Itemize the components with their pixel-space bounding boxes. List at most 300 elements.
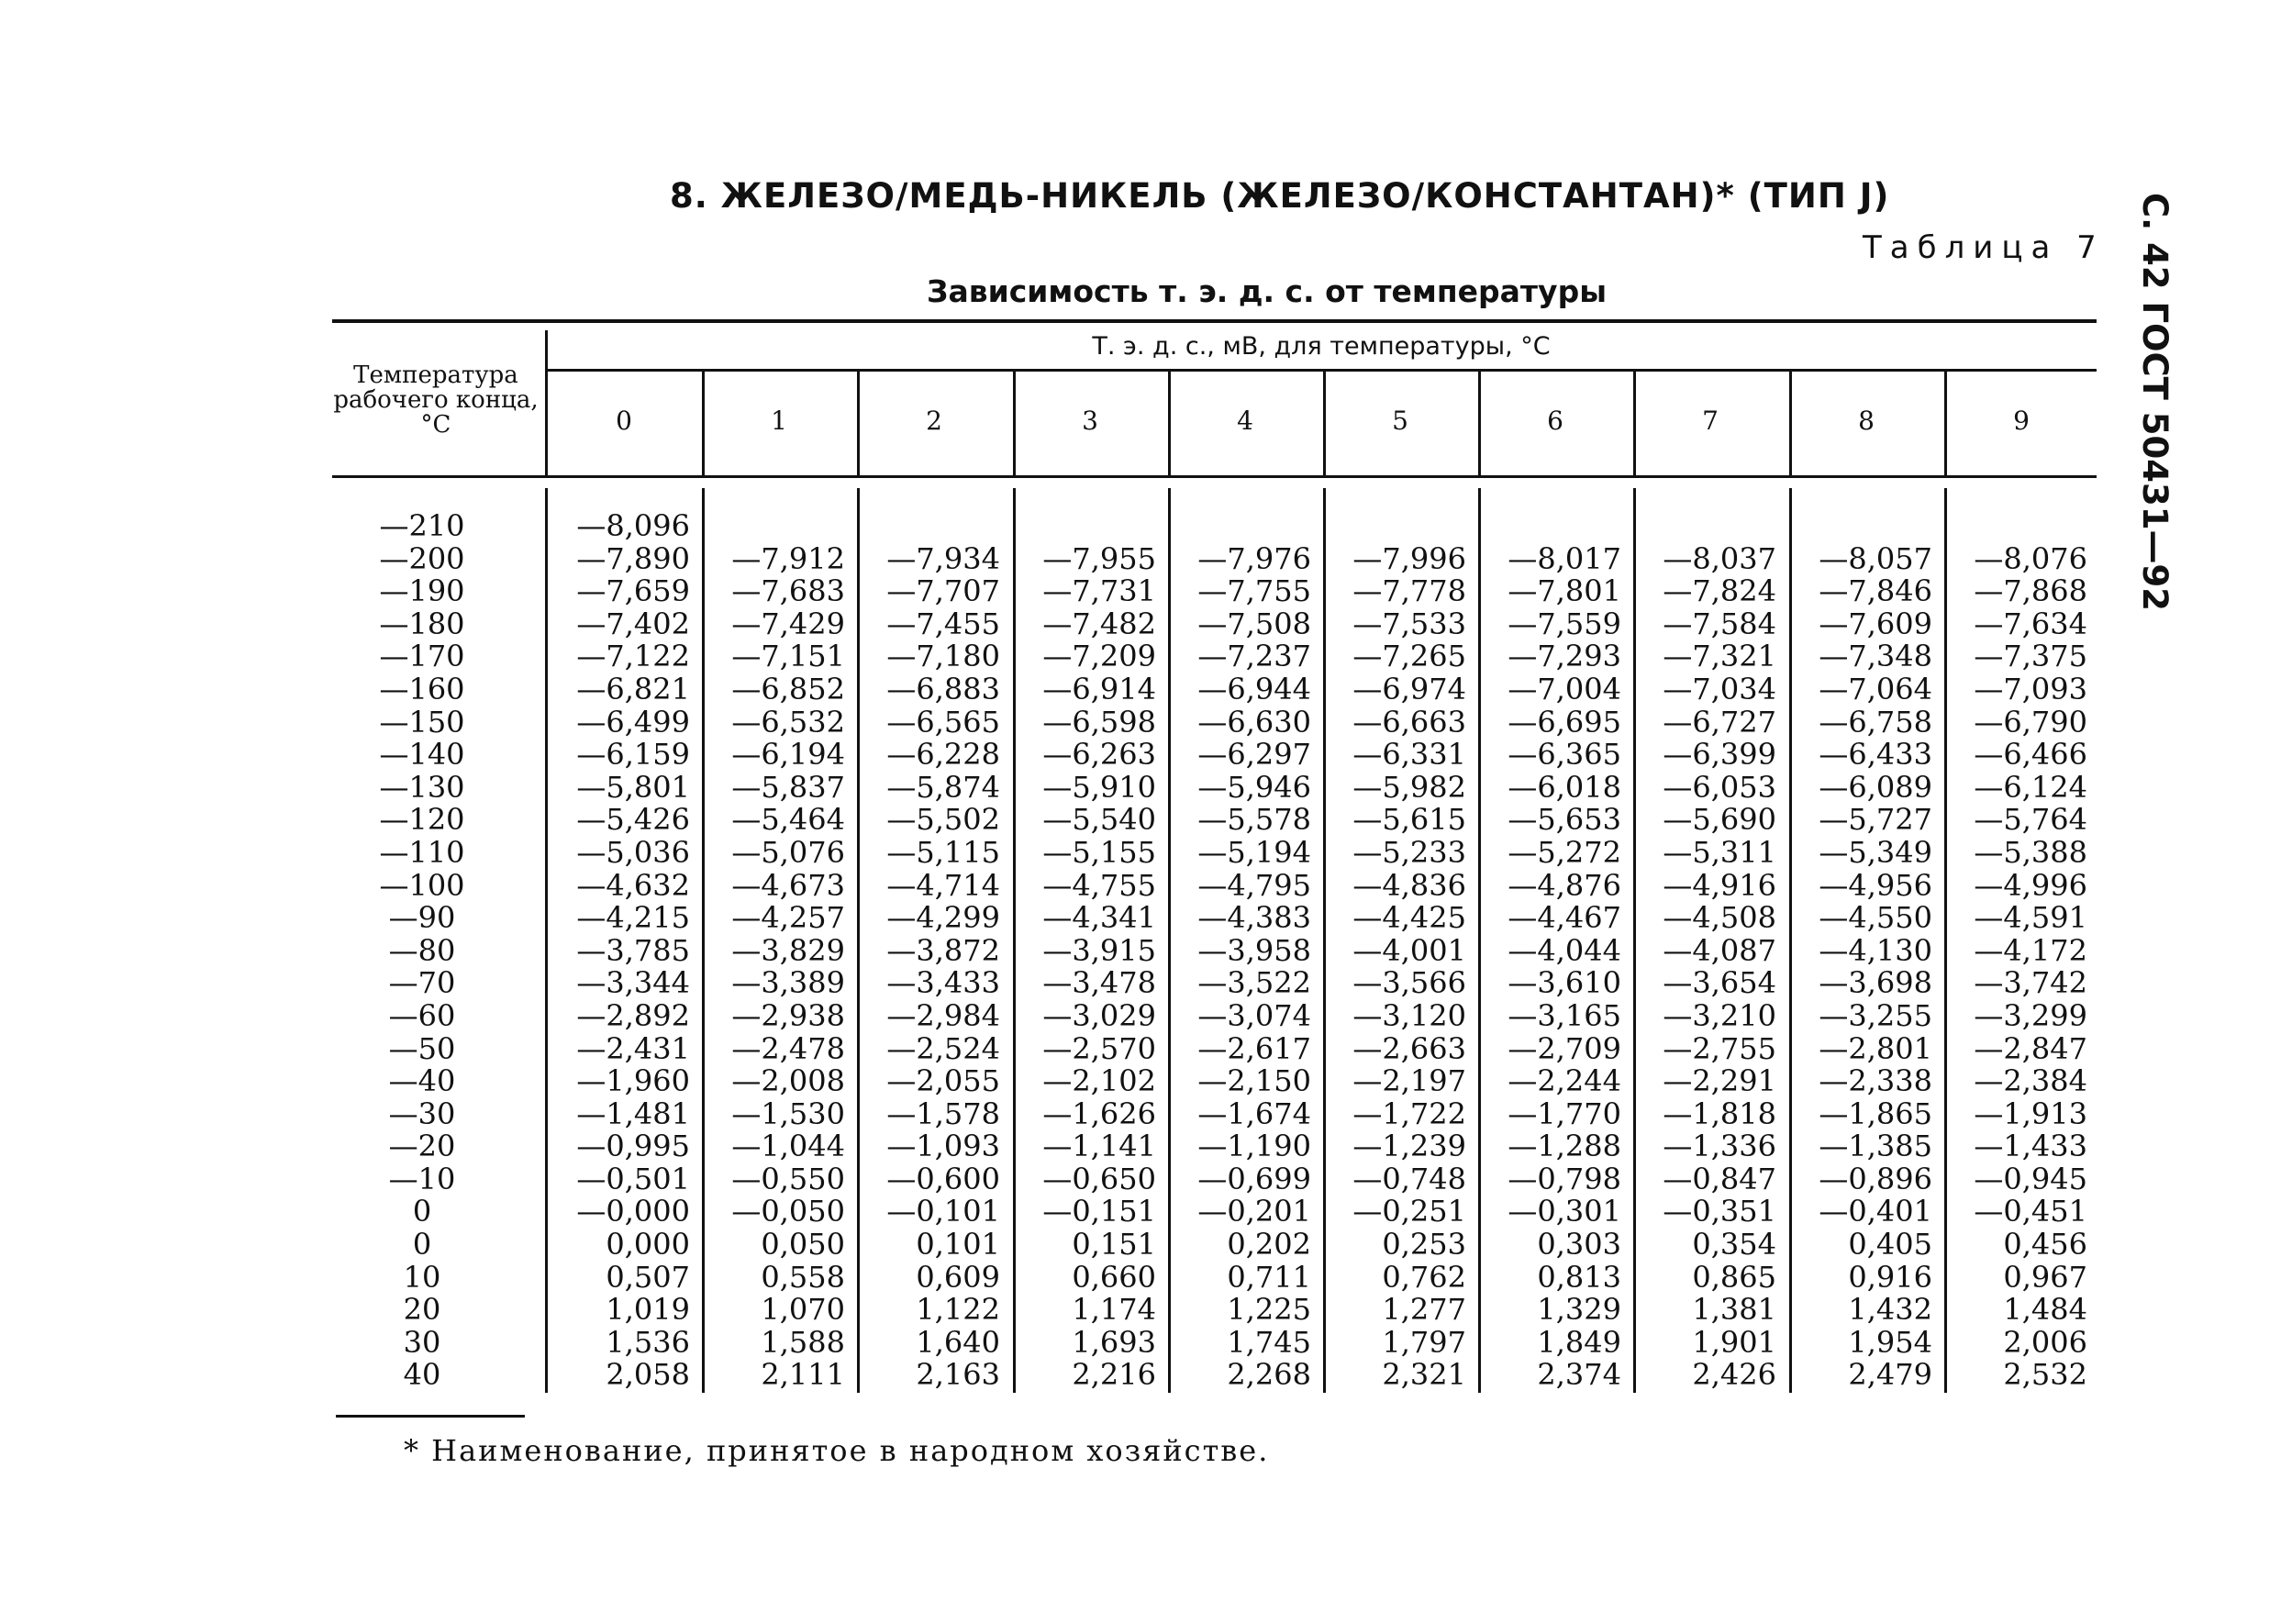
value-column <box>1329 510 1466 1392</box>
emf-value-cell: —8,096 <box>576 508 690 543</box>
emf-value-cell: —5,540 <box>1042 802 1156 838</box>
emf-value-cell: —7,321 <box>1663 639 1776 674</box>
emf-value-cell: —0,798 <box>1508 1161 1621 1196</box>
emf-value-cell: —2,847 <box>1974 1030 2087 1066</box>
temperature-cell: 20 <box>403 1292 441 1328</box>
emf-value-cell: 0,202 <box>1227 1227 1311 1262</box>
emf-value-cell: —7,824 <box>1663 573 1776 609</box>
emf-value-cell: —6,433 <box>1819 737 1932 773</box>
emf-value-cell: 2,216 <box>1072 1357 1156 1393</box>
temperature-cell: —20 <box>388 1129 456 1164</box>
emf-value-cell: —6,944 <box>1197 671 1311 706</box>
temperature-cell: —30 <box>388 1096 456 1131</box>
emf-value-cell: —3,610 <box>1508 965 1621 1001</box>
emf-value-cell: 2,111 <box>761 1357 845 1393</box>
temperature-cell: —210 <box>379 508 465 543</box>
temperature-cell: 30 <box>403 1324 441 1360</box>
emf-value-cell: —1,190 <box>1197 1129 1311 1164</box>
emf-value-cell: 2,321 <box>1382 1357 1466 1393</box>
emf-value-cell: 0,507 <box>606 1259 690 1295</box>
emf-value-cell: —5,946 <box>1197 769 1311 805</box>
emf-value-cell: —3,120 <box>1352 997 1466 1033</box>
emf-value-cell: —7,455 <box>886 606 1000 641</box>
emf-value-cell: —7,868 <box>1974 573 2087 609</box>
emf-value-cell: —7,482 <box>1042 606 1156 641</box>
emf-value-cell: 1,484 <box>2003 1292 2087 1328</box>
emf-value-cell: —7,209 <box>1042 639 1156 674</box>
emf-value-cell: —6,499 <box>576 704 690 740</box>
emf-value-cell: —1,336 <box>1663 1129 1776 1164</box>
emf-value-cell: 1,954 <box>1848 1324 1932 1360</box>
emf-value-cell: —1,865 <box>1819 1096 1932 1131</box>
emf-value-cell: —1,722 <box>1352 1096 1466 1131</box>
emf-value-cell: —1,044 <box>731 1129 845 1164</box>
emf-value-cell: —5,801 <box>576 769 690 805</box>
emf-value-cell: —6,194 <box>731 737 845 773</box>
emf-value-cell: —6,914 <box>1042 671 1156 706</box>
value-column <box>552 510 690 1392</box>
emf-value-cell: —6,018 <box>1508 769 1621 805</box>
emf-value-cell: —7,584 <box>1663 606 1776 641</box>
column-divider-body <box>1944 488 1947 1393</box>
emf-value-cell: —7,659 <box>576 573 690 609</box>
emf-value-cell: —3,299 <box>1974 997 2087 1033</box>
emf-value-cell: 0,558 <box>761 1259 845 1295</box>
emf-value-cell: —0,550 <box>731 1161 845 1196</box>
emf-value-cell: —3,165 <box>1508 997 1621 1033</box>
emf-value-cell: —6,663 <box>1352 704 1466 740</box>
emf-value-cell: —7,093 <box>1974 671 2087 706</box>
emf-value-cell: —0,251 <box>1352 1194 1466 1229</box>
emf-value-cell: —0,000 <box>576 1194 690 1229</box>
emf-value-cell <box>1018 510 1156 543</box>
emf-value-cell: —5,233 <box>1352 834 1466 870</box>
emf-value-cell: —2,055 <box>886 1063 1000 1099</box>
emf-value-cell: —4,673 <box>731 867 845 903</box>
emf-value-cell: —6,365 <box>1508 737 1621 773</box>
emf-value-cell: 1,588 <box>761 1324 845 1360</box>
temperature-cell: —70 <box>388 965 456 1001</box>
emf-value-cell: 1,745 <box>1227 1324 1311 1360</box>
emf-value-cell <box>1484 510 1621 543</box>
emf-value-cell: —2,709 <box>1508 1030 1621 1066</box>
emf-value-cell: —3,915 <box>1042 932 1156 968</box>
emf-value-cell: 1,070 <box>761 1292 845 1328</box>
emf-value-cell: 1,381 <box>1692 1292 1776 1328</box>
temperature-cell: —110 <box>379 834 465 870</box>
emf-value-cell: —4,425 <box>1352 900 1466 936</box>
emf-value-cell: —5,727 <box>1819 802 1932 838</box>
emf-value-cell: —3,029 <box>1042 997 1156 1033</box>
emf-value-cell: —7,731 <box>1042 573 1156 609</box>
emf-value-cell: —0,945 <box>1974 1161 2087 1196</box>
emf-value-cell: —6,695 <box>1508 704 1621 740</box>
column-divider-body <box>1478 488 1481 1393</box>
emf-value-cell: 0,813 <box>1537 1259 1621 1295</box>
emf-value-cell: —6,974 <box>1352 671 1466 706</box>
emf-value-cell: —6,089 <box>1819 769 1932 805</box>
emf-value-cell: —3,344 <box>576 965 690 1001</box>
emf-value-cell: —6,053 <box>1663 769 1776 805</box>
footnote-rule <box>336 1415 525 1418</box>
emf-value-cell: 0,405 <box>1848 1227 1932 1262</box>
emf-value-cell: 0,609 <box>916 1259 1000 1295</box>
emf-value-cell <box>1950 510 2087 543</box>
emf-value-cell: —4,714 <box>886 867 1000 903</box>
emf-value-cell: 0,456 <box>2003 1227 2087 1262</box>
emf-value-cell: —6,466 <box>1974 737 2087 773</box>
emf-value-cell: —8,037 <box>1663 540 1776 576</box>
value-column <box>1018 510 1156 1392</box>
emf-value-cell <box>1639 510 1776 543</box>
temperature-cell: —120 <box>379 802 465 838</box>
emf-value-cell: —1,913 <box>1974 1096 2087 1131</box>
emf-value-cell: —6,598 <box>1042 704 1156 740</box>
emf-value-cell: —7,846 <box>1819 573 1932 609</box>
value-column <box>862 510 1000 1392</box>
emf-value-cell: —5,272 <box>1508 834 1621 870</box>
emf-value-cell: —1,530 <box>731 1096 845 1131</box>
emf-value-cell <box>1174 510 1311 543</box>
emf-value-cell: —6,159 <box>576 737 690 773</box>
emf-value-cell: —8,017 <box>1508 540 1621 576</box>
emf-value-cell: 0,660 <box>1072 1259 1156 1295</box>
emf-value-cell: —1,433 <box>1974 1129 2087 1164</box>
emf-value-cell: —4,467 <box>1508 900 1621 936</box>
temperature-cell: 0 <box>412 1194 432 1229</box>
emf-value-cell: —7,683 <box>731 573 845 609</box>
emf-value-cell: —5,502 <box>886 802 1000 838</box>
emf-value-cell: 1,019 <box>606 1292 690 1328</box>
emf-value-cell: 1,277 <box>1382 1292 1466 1328</box>
table-number: Таблица 7 <box>1863 229 2105 266</box>
emf-value-cell: —0,301 <box>1508 1194 1621 1229</box>
emf-value-cell: —4,087 <box>1663 932 1776 968</box>
emf-value-cell: —3,255 <box>1819 997 1932 1033</box>
emf-value-cell: —6,532 <box>731 704 845 740</box>
value-column <box>707 510 845 1392</box>
emf-value-cell: —0,748 <box>1352 1161 1466 1196</box>
emf-value-cell: 0,050 <box>761 1227 845 1262</box>
temperature-cell: —60 <box>388 997 456 1033</box>
emf-value-cell: —3,829 <box>731 932 845 968</box>
emf-value-cell: —2,244 <box>1508 1063 1621 1099</box>
emf-value-cell: 2,058 <box>606 1357 690 1393</box>
emf-value-cell: —5,764 <box>1974 802 2087 838</box>
emf-value-cell: —5,578 <box>1197 802 1311 838</box>
emf-value-cell: 0,303 <box>1537 1227 1621 1262</box>
emf-value-cell: —6,790 <box>1974 704 2087 740</box>
emf-value-cell <box>1795 510 1932 543</box>
column-divider-body <box>1013 488 1016 1393</box>
emf-value-cell: —4,550 <box>1819 900 1932 936</box>
emf-value-cell: —2,384 <box>1974 1063 2087 1099</box>
emf-value-cell: 0,762 <box>1382 1259 1466 1295</box>
emf-value-cell: —5,910 <box>1042 769 1156 805</box>
emf-value-cell: —1,288 <box>1508 1129 1621 1164</box>
emf-value-cell: —6,883 <box>886 671 1000 706</box>
emf-value-cell: —1,093 <box>886 1129 1000 1164</box>
footnote: * Наименование, принятое в народном хозяйстве. <box>404 1433 1270 1468</box>
emf-value-cell: —7,707 <box>886 573 1000 609</box>
emf-value-cell: —7,348 <box>1819 639 1932 674</box>
emf-value-cell: 1,901 <box>1692 1324 1776 1360</box>
temperature-cell: —170 <box>379 639 465 674</box>
emf-value-cell: —0,451 <box>1974 1194 2087 1229</box>
temperature-cell: —200 <box>379 540 465 576</box>
emf-value-cell: 2,479 <box>1848 1357 1932 1393</box>
emf-value-cell: —6,758 <box>1819 704 1932 740</box>
emf-value-cell: —3,566 <box>1352 965 1466 1001</box>
emf-value-cell: —0,201 <box>1197 1194 1311 1229</box>
section-heading: 8. ЖЕЛЕЗО/МЕДЬ-НИКЕЛЬ (ЖЕЛЕЗО/КОНСТАНТАН)* (ТИП J) <box>670 176 1890 216</box>
emf-value-cell: —7,004 <box>1508 671 1621 706</box>
temperature-cell: —130 <box>379 769 465 805</box>
emf-value-cell: —7,293 <box>1508 639 1621 674</box>
temperature-cell: —80 <box>388 932 456 968</box>
emf-value-cell: —0,896 <box>1819 1161 1932 1196</box>
emf-value-cell: —6,297 <box>1197 737 1311 773</box>
emf-value-cell: 2,532 <box>2003 1357 2087 1393</box>
emf-value-cell: 1,174 <box>1072 1292 1156 1328</box>
temperature-column <box>330 510 514 1392</box>
column-divider-body <box>1323 488 1326 1393</box>
emf-value-cell: —1,960 <box>576 1063 690 1099</box>
emf-value-cell: —7,402 <box>576 606 690 641</box>
emf-value-cell: —3,433 <box>886 965 1000 1001</box>
emf-value-cell: —7,934 <box>886 540 1000 576</box>
emf-value-cell: —4,508 <box>1663 900 1776 936</box>
temperature-cell: —10 <box>388 1161 456 1196</box>
emf-value-cell: 1,122 <box>916 1292 1000 1328</box>
emf-value-cell: 2,006 <box>2003 1324 2087 1360</box>
emf-value-cell: —5,155 <box>1042 834 1156 870</box>
emf-value-cell: —7,801 <box>1508 573 1621 609</box>
digit-header: 2 <box>926 406 942 436</box>
emf-value-cell: —0,401 <box>1819 1194 1932 1229</box>
emf-value-cell: 0,151 <box>1072 1227 1156 1262</box>
emf-value-cell: 2,163 <box>916 1357 1000 1393</box>
emf-value-cell: —2,617 <box>1197 1030 1311 1066</box>
emf-value-cell: —6,124 <box>1974 769 2087 805</box>
emf-value-cell: —2,570 <box>1042 1030 1156 1066</box>
digit-header: 4 <box>1237 406 1253 436</box>
emf-value-cell: —5,388 <box>1974 834 2087 870</box>
emf-value-cell: —0,501 <box>576 1161 690 1196</box>
emf-value-cell: —3,654 <box>1663 965 1776 1001</box>
emf-value-cell: —0,847 <box>1663 1161 1776 1196</box>
emf-value-cell: —2,197 <box>1352 1063 1466 1099</box>
emf-value-cell: —4,996 <box>1974 867 2087 903</box>
temperature-cell: —50 <box>388 1030 456 1066</box>
digit-header: 1 <box>771 406 787 436</box>
column-divider-body <box>545 488 548 1393</box>
temperature-cell: —190 <box>379 573 465 609</box>
emf-value-cell: —4,836 <box>1352 867 1466 903</box>
emf-value-cell: —7,955 <box>1042 540 1156 576</box>
emf-value-cell: —4,632 <box>576 867 690 903</box>
emf-value-cell: —4,172 <box>1974 932 2087 968</box>
emf-value-cell: 0,711 <box>1227 1259 1311 1295</box>
emf-value-cell <box>1329 510 1466 543</box>
emf-value-cell: —7,265 <box>1352 639 1466 674</box>
emf-value-cell: —1,770 <box>1508 1096 1621 1131</box>
emf-value-cell: —0,351 <box>1663 1194 1776 1229</box>
emf-value-cell: 1,225 <box>1227 1292 1311 1328</box>
emf-value-cell: —7,755 <box>1197 573 1311 609</box>
emf-value-cell: —1,674 <box>1197 1096 1311 1131</box>
temperature-cell: —40 <box>388 1063 456 1099</box>
emf-value-cell: —2,801 <box>1819 1030 1932 1066</box>
emf-value-cell: —4,044 <box>1508 932 1621 968</box>
emf-value-cell: —4,956 <box>1819 867 1932 903</box>
temperature-cell: —160 <box>379 671 465 706</box>
emf-value-cell: —7,559 <box>1508 606 1621 641</box>
emf-value-cell: —7,375 <box>1974 639 2087 674</box>
emf-value-cell: —3,742 <box>1974 965 2087 1001</box>
emf-value-cell: —3,210 <box>1663 997 1776 1033</box>
emf-value-cell: 0,000 <box>606 1227 690 1262</box>
emf-value-cell: —0,600 <box>886 1161 1000 1196</box>
emf-value-cell: 0,967 <box>2003 1259 2087 1295</box>
emf-value-cell: —7,912 <box>731 540 845 576</box>
emf-value-cell: —4,916 <box>1663 867 1776 903</box>
emf-value-cell: 1,640 <box>916 1324 1000 1360</box>
emf-value-cell: —3,389 <box>731 965 845 1001</box>
emf-value-cell: 0,101 <box>916 1227 1000 1262</box>
emf-value-cell: —4,215 <box>576 900 690 936</box>
emf-value-cell: —2,755 <box>1663 1030 1776 1066</box>
emf-value-cell: —8,076 <box>1974 540 2087 576</box>
value-column <box>1795 510 1932 1392</box>
emf-value-cell: 0,865 <box>1692 1259 1776 1295</box>
emf-value-cell: 2,374 <box>1537 1357 1621 1393</box>
emf-value-cell: —1,239 <box>1352 1129 1466 1164</box>
emf-value-cell: 1,432 <box>1848 1292 1932 1328</box>
emf-value-cell: —7,429 <box>731 606 845 641</box>
emf-value-cell: —3,958 <box>1197 932 1311 968</box>
emf-value-cell: —2,150 <box>1197 1063 1311 1099</box>
column-header-title: Т. э. д. с., мВ, для температуры, °С <box>1092 332 1551 361</box>
emf-value-cell: 1,329 <box>1537 1292 1621 1328</box>
emf-value-cell: —4,001 <box>1352 932 1466 968</box>
emf-value-cell: —7,609 <box>1819 606 1932 641</box>
header-sub-rule <box>547 369 2097 372</box>
emf-value-cell: —4,383 <box>1197 900 1311 936</box>
emf-value-cell: —5,036 <box>576 834 690 870</box>
digit-header: 3 <box>1082 406 1098 436</box>
emf-value-cell: —1,141 <box>1042 1129 1156 1164</box>
digit-header: 9 <box>2013 406 2030 436</box>
emf-value-cell: —0,050 <box>731 1194 845 1229</box>
emf-value-cell: —1,626 <box>1042 1096 1156 1131</box>
emf-value-cell: —7,034 <box>1663 671 1776 706</box>
emf-value-cell: —3,698 <box>1819 965 1932 1001</box>
column-divider-body <box>1168 488 1171 1393</box>
temperature-cell: —90 <box>388 900 456 936</box>
emf-value-cell: —8,057 <box>1819 540 1932 576</box>
emf-value-cell: —4,130 <box>1819 932 1932 968</box>
emf-value-cell: —2,478 <box>731 1030 845 1066</box>
emf-value-cell: —2,338 <box>1819 1063 1932 1099</box>
column-divider-body <box>1789 488 1792 1393</box>
emf-value-cell: —7,996 <box>1352 540 1466 576</box>
table-top-rule <box>332 319 2097 323</box>
column-divider-body <box>1633 488 1636 1393</box>
emf-value-cell: —5,982 <box>1352 769 1466 805</box>
emf-value-cell: —7,533 <box>1352 606 1466 641</box>
emf-value-cell: 1,693 <box>1072 1324 1156 1360</box>
emf-value-cell: —7,634 <box>1974 606 2087 641</box>
emf-value-cell: —6,228 <box>886 737 1000 773</box>
emf-value-cell: —7,890 <box>576 540 690 576</box>
column-divider-body <box>702 488 705 1393</box>
emf-value-cell: —3,872 <box>886 932 1000 968</box>
emf-value-cell: —6,331 <box>1352 737 1466 773</box>
emf-value-cell: —0,101 <box>886 1194 1000 1229</box>
column-divider-header <box>545 330 548 475</box>
emf-value-cell: —7,122 <box>576 639 690 674</box>
digit-header: 5 <box>1392 406 1408 436</box>
emf-value-cell: —2,938 <box>731 997 845 1033</box>
emf-value-cell: —2,892 <box>576 997 690 1033</box>
temperature-cell: —150 <box>379 704 465 740</box>
header-bottom-rule <box>332 475 2097 478</box>
emf-value-cell: —2,663 <box>1352 1030 1466 1066</box>
emf-value-cell: —1,385 <box>1819 1129 1932 1164</box>
digit-header: 7 <box>1702 406 1719 436</box>
emf-value-cell: —5,615 <box>1352 802 1466 838</box>
emf-value-cell: —2,431 <box>576 1030 690 1066</box>
emf-value-cell: —4,299 <box>886 900 1000 936</box>
emf-value-cell: 2,268 <box>1227 1357 1311 1393</box>
emf-value-cell: —7,180 <box>886 639 1000 674</box>
value-column <box>1484 510 1621 1392</box>
emf-value-cell: —6,399 <box>1663 737 1776 773</box>
emf-value-cell: —3,522 <box>1197 965 1311 1001</box>
digit-header: 8 <box>1858 406 1875 436</box>
emf-value-cell: —3,785 <box>576 932 690 968</box>
emf-value-cell: —7,064 <box>1819 671 1932 706</box>
page-reference: С. 42 ГОСТ 50431—92 <box>2135 193 2175 611</box>
emf-value-cell: —5,115 <box>886 834 1000 870</box>
emf-value-cell: —2,291 <box>1663 1063 1776 1099</box>
emf-value-cell: —0,995 <box>576 1129 690 1164</box>
emf-value-cell: —5,426 <box>576 802 690 838</box>
emf-value-cell: —4,257 <box>731 900 845 936</box>
emf-value-cell: —5,653 <box>1508 802 1621 838</box>
emf-value-cell: —1,818 <box>1663 1096 1776 1131</box>
temperature-cell: 0 <box>412 1227 432 1262</box>
emf-value-cell: 0,916 <box>1848 1259 1932 1295</box>
value-column <box>1639 510 1776 1392</box>
emf-value-cell: —5,311 <box>1663 834 1776 870</box>
emf-value-cell: —1,578 <box>886 1096 1000 1131</box>
emf-value-cell: —1,481 <box>576 1096 690 1131</box>
emf-value-cell: 0,354 <box>1692 1227 1776 1262</box>
emf-value-cell: —6,852 <box>731 671 845 706</box>
emf-value-cell: 2,426 <box>1692 1357 1776 1393</box>
emf-value-cell: —5,349 <box>1819 834 1932 870</box>
emf-value-cell: —6,565 <box>886 704 1000 740</box>
digit-header: 0 <box>616 406 632 436</box>
temperature-cell: 10 <box>403 1259 441 1295</box>
emf-value-cell: —2,524 <box>886 1030 1000 1066</box>
emf-value-cell: —4,795 <box>1197 867 1311 903</box>
emf-value-cell: 1,797 <box>1382 1324 1466 1360</box>
emf-value-cell: —0,699 <box>1197 1161 1311 1196</box>
table-caption: Зависимость т. э. д. с. от температуры <box>927 273 1608 309</box>
